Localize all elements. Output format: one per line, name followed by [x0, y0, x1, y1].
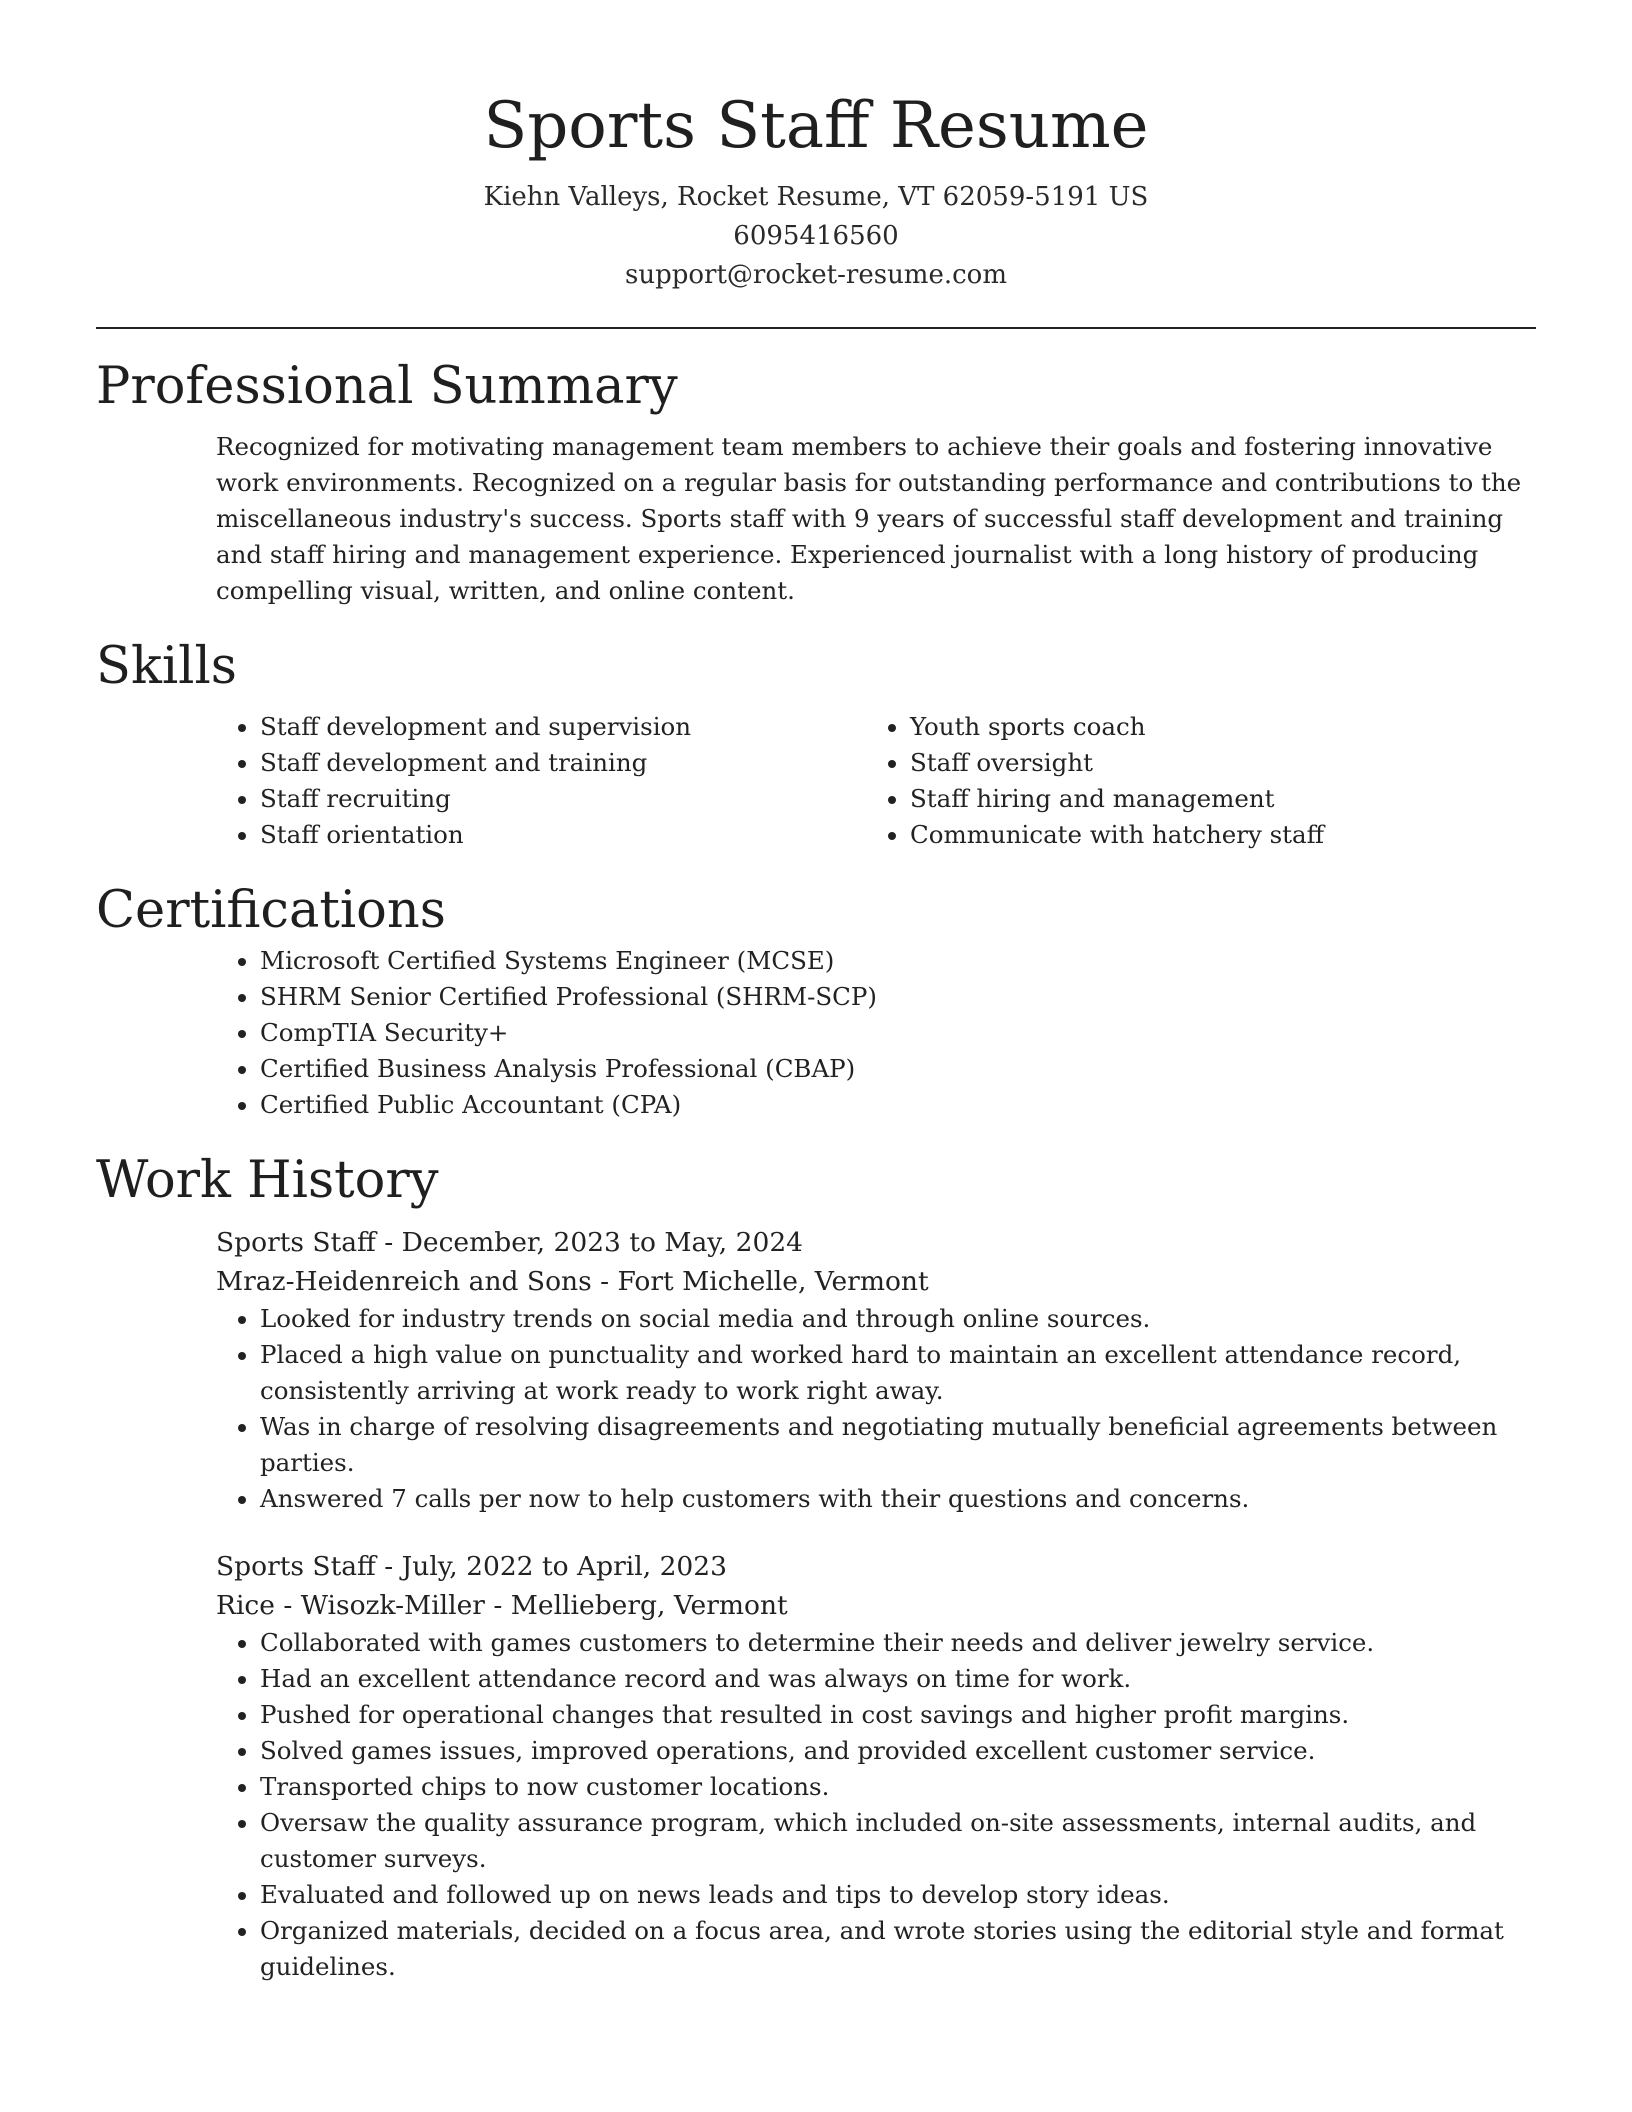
job-duty-item: • Evaluated and followed up on news leads and tips to develop story ideas. [260, 1877, 1536, 1913]
skill-item: • Staff recruiting [260, 781, 866, 817]
skills-column-left [216, 709, 866, 853]
job-duty-item: • Had an excellent attendance record and was always on time for work. [260, 1661, 1536, 1697]
certification-item: • SHRM Senior Certified Professional (SHRM-SCP) [260, 979, 1536, 1015]
summary-section [96, 355, 1536, 609]
skill-item: • Staff hiring and management [910, 781, 1516, 817]
summary-heading: Professional Summary [96, 357, 678, 416]
work-history-section [96, 1149, 1536, 1985]
job-duty-item: • Placed a high value on punctuality and worked hard to maintain an excellent attendance record, consistently arriving at work ready to work right away. [260, 1337, 1536, 1409]
summary-text: Recognized for motivating management team members to achieve their goals and fostering innovative work environments. Recognized on a regular basis for outstanding performance and contributions to the miscellaneous industry's success. Sports staff with 9 years of successful staff development and training and staff hiring and management experience. Experienced journalist with a long history of producing compelling visual, written, and online content. [216, 432, 1522, 605]
job-duty-item: • Solved games issues, improved operations, and provided excellent customer service. [260, 1733, 1536, 1769]
work-history-heading: Work History [96, 1151, 439, 1210]
job-duty-item: • Organized materials, decided on a focus area, and wrote stories using the editorial style and format guidelines. [260, 1913, 1536, 1985]
skill-item: • Staff development and supervision [260, 709, 866, 745]
job-title-dates: Sports Staff - July, 2022 to April, 2023 [216, 1551, 728, 1582]
certification-item: • Microsoft Certified Systems Engineer (MCSE) [260, 943, 1536, 979]
skill-item: • Youth sports coach [910, 709, 1516, 745]
resume-title: Sports Staff Resume [483, 89, 1149, 163]
job-duty-item: • Looked for industry trends on social media and through online sources. [260, 1301, 1536, 1337]
job-title-dates: Sports Staff - December, 2023 to May, 2024 [216, 1227, 804, 1258]
certification-item: • Certified Business Analysis Professional (CBAP) [260, 1051, 1536, 1087]
contact-email: support@rocket-resume.com [624, 260, 1007, 290]
certifications-section [96, 879, 1536, 1123]
job-entry [216, 1223, 1536, 1517]
skill-item: • Communicate with hatchery staff [910, 817, 1516, 853]
job-company-location: Rice - Wisozk-Miller - Mellieberg, Vermont [216, 1590, 788, 1621]
skills-heading: Skills [96, 637, 237, 696]
certifications-heading: Certifications [96, 881, 446, 940]
resume-header [96, 0, 1536, 295]
header-divider [96, 327, 1536, 329]
skills-section [96, 635, 1536, 853]
contact-info [96, 178, 1536, 295]
job-duty-item: • Oversaw the quality assurance program, which included on-site assessments, internal audits, and customer surveys. [260, 1805, 1536, 1877]
job-company-location: Mraz-Heidenreich and Sons - Fort Michelle, Vermont [216, 1266, 929, 1297]
skills-grid [216, 709, 1536, 853]
skill-item: • Staff orientation [260, 817, 866, 853]
skill-item: • Staff oversight [910, 745, 1516, 781]
skills-column-right [866, 709, 1516, 853]
job-duties-list [216, 1625, 1536, 1985]
skill-item: • Staff development and training [260, 745, 866, 781]
certification-item: • CompTIA Security+ [260, 1015, 1536, 1051]
job-duty-item: • Collaborated with games customers to determine their needs and deliver jewelry service. [260, 1625, 1536, 1661]
certification-item: • Certified Public Accountant (CPA) [260, 1087, 1536, 1123]
job-duty-item: • Answered 7 calls per now to help customers with their questions and concerns. [260, 1481, 1536, 1517]
job-duty-item: • Pushed for operational changes that resulted in cost savings and higher profit margins. [260, 1697, 1536, 1733]
contact-address: Kiehn Valleys, Rocket Resume, VT 62059-5191 US [483, 182, 1149, 212]
job-duties-list [216, 1301, 1536, 1517]
job-duty-item: • Was in charge of resolving disagreements and negotiating mutually beneficial agreements between parties. [260, 1409, 1536, 1481]
job-duty-item: • Transported chips to now customer locations. [260, 1769, 1536, 1805]
certifications-list [216, 943, 1536, 1123]
contact-phone: 6095416560 [733, 221, 899, 251]
job-entry [216, 1547, 1536, 1985]
